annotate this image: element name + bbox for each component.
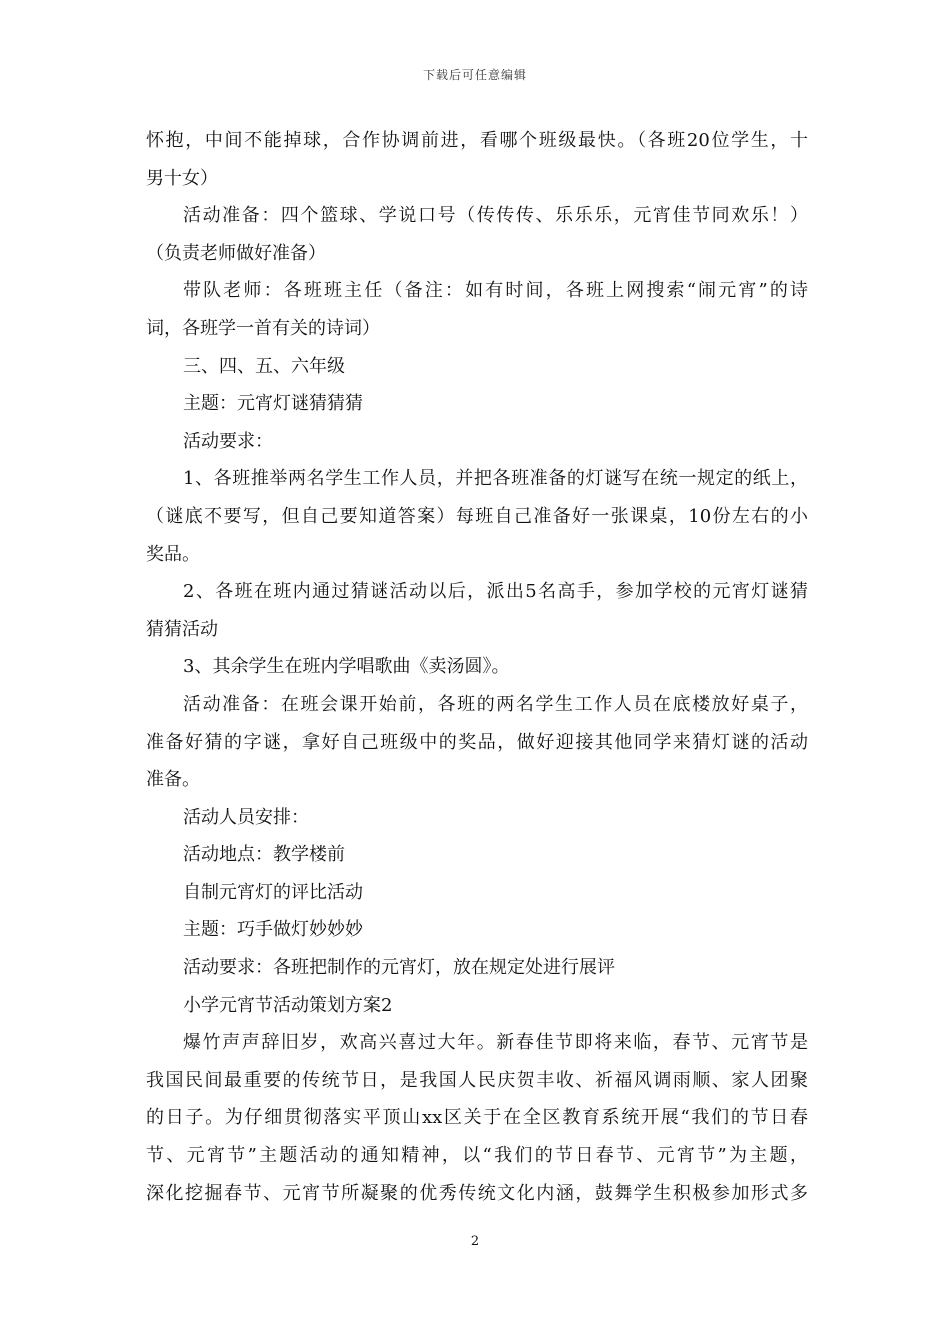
body-line: 猜猜活动 [146,618,218,640]
body-line: 节、元宵节”主题活动的通知精神，以“我们的节日春节、元宵节”为主题， [146,1145,808,1167]
body-line: 主题：元宵灯谜猜猜猜 [183,393,363,415]
page-header: 下载后可任意编辑 [422,68,527,82]
body-line: 活动准备：在班会课开始前，各班的两名学生工作人员在底楼放好桌子， [183,693,808,715]
body-line: 活动地点：教学楼前 [183,844,345,866]
body-line: 准备好猜的字谜，拿好自己班级中的奖品，做好迎接其他同学来猜灯谜的活动 [146,731,808,753]
section-heading: 三、四、五、六年级 [183,355,345,377]
body-line: （谜底不要写，但自己要知道答案）每班自己准备好一张课桌，10份左右的小 [146,505,808,527]
section-heading: 自制元宵灯的评比活动 [183,881,363,903]
page-number: 2 [470,1234,480,1249]
body-line: 男十女） [146,167,218,189]
body-line: 带队老师：各班班主任（备注：如有时间，各班上网搜索“闹元宵”的诗 [183,280,808,302]
body-line: 活动要求：各班把制作的元宵灯，放在规定处进行展评 [183,957,615,979]
body-line: 怀抱，中间不能掉球，合作协调前进，看哪个班级最快。（各班20位学生，十 [146,130,808,151]
body-line: 我国民间最重要的传统节日，是我国人民庆贺丰收、祈福风调雨顺、家人团聚 [146,1069,808,1091]
body-line: 活动人员安排： [183,806,309,828]
body-line: 奖品。 [146,543,200,565]
body-line: 活动准备：四个篮球、学说口号（传传传、乐乐乐，元宵佳节同欢乐！） [183,205,808,227]
body-line: 深化挖掘春节、元宵节所凝聚的优秀传统文化内涵，鼓舞学生积极参加形式多 [146,1182,808,1204]
body-line: 2、各班在班内通过猜谜活动以后，派出5名高手，参加学校的元宵灯谜猜 [183,581,808,603]
body-line: 词，各班学一首有关的诗词） [146,317,380,339]
body-line: 1、各班推举两名学生工作人员，并把各班准备的灯谜写在统一规定的纸上， [183,468,808,490]
section-title: 小学元宵节活动策划方案2 [183,994,393,1016]
body-line: 的日子。为仔细贯彻落实平顶山xx区关于在全区教育系统开展“我们的节日春 [146,1107,808,1129]
body-line: 3、其余学生在班内学唱歌曲《卖汤圆》。 [183,656,510,678]
body-line: 准备。 [146,769,200,791]
body-line: 活动要求： [183,430,273,452]
document-body [146,122,808,1212]
body-line: 爆竹声声辞旧岁，欢高兴喜过大年。新春佳节即将来临，春节、元宵节是 [183,1032,808,1054]
body-line: 主题：巧手做灯妙妙妙 [183,919,363,941]
body-line: （负责老师做好准备） [146,242,326,264]
